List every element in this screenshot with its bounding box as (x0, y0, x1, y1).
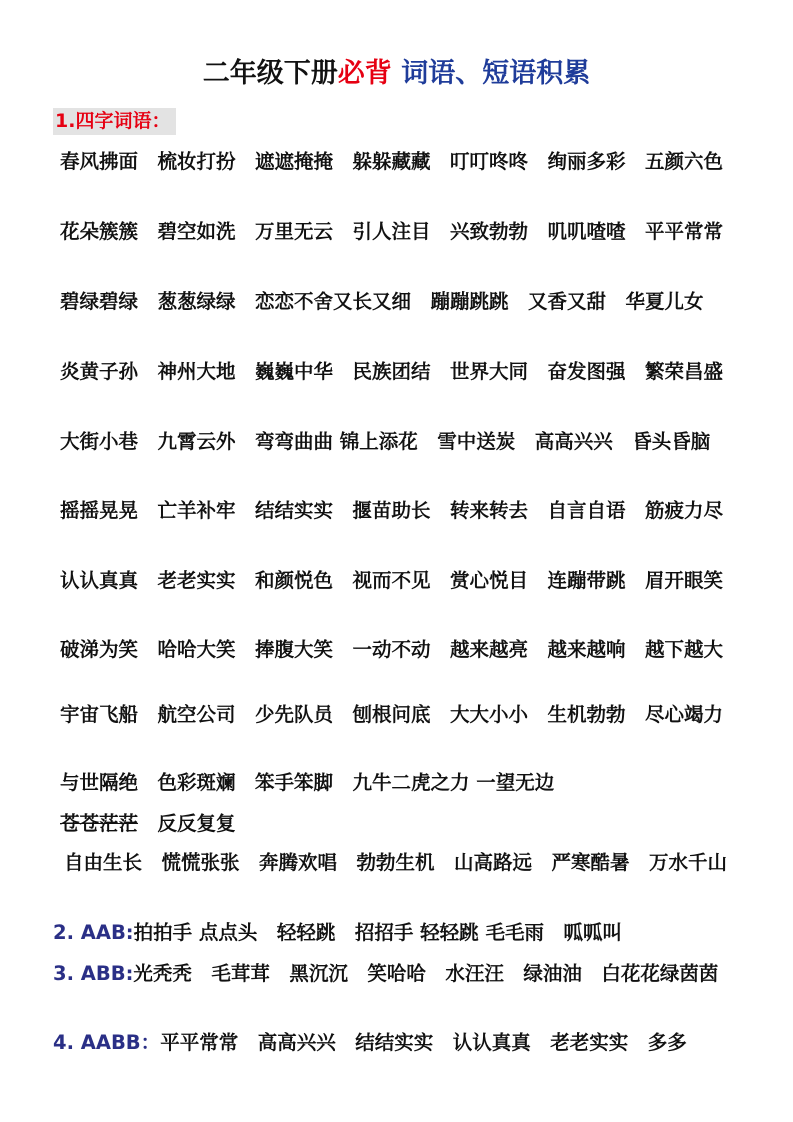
word-row-7: 认认真真 老老实实 和颜悦色 视而不见 赏心悦目 连蹦带跳 眉开眼笑 (60, 569, 724, 592)
section-4-label: 4. AABB： (53, 1031, 161, 1054)
title-words-phrases: 词语、短语积累 (391, 58, 591, 89)
word-after-struck: 反反复复 (138, 812, 236, 835)
word-row-2: 花朵簇簇 碧空如洗 万里无云 引人注目 兴致勃勃 叽叽喳喳 平平常常 (60, 220, 724, 243)
section-2-label: 2. AAB: (53, 921, 134, 944)
section-3-text: 光秃秃 毛茸茸 黑沉沉 笑哈哈 水汪汪 绿油油 白花花绿茵茵 (133, 962, 719, 985)
word-row-3: 碧绿碧绿 葱葱绿绿 恋恋不舍又长又细 蹦蹦跳跳 又香又甜 华夏儿女 (60, 290, 704, 313)
section-3-label: 3. ABB: (53, 962, 134, 985)
title-grade: 二年级下册 (202, 58, 338, 89)
word-row-4: 炎黄子孙 神州大地 巍巍中华 民族团结 世界大同 奋发图强 繁荣昌盛 (60, 360, 724, 383)
section-3-abb (53, 959, 743, 989)
word-row-5: 大街小巷 九霄云外 弯弯曲曲 锦上添花 雪中送炭 高高兴兴 昏头昏脑 (60, 430, 711, 453)
word-row-8: 破涕为笑 哈哈大笑 捧腹大笑 一动不动 越来越亮 越来越响 越下越大 (60, 638, 724, 661)
word-row-12: 自由生长 慌慌张张 奔腾欢唱 勃勃生机 山高路远 严寒酷暑 万水千山 (64, 851, 728, 874)
section-4-aabb (53, 1028, 743, 1058)
word-row-1: 春风拂面 梳妆打扮 遮遮掩掩 躲躲藏藏 叮叮咚咚 绚丽多彩 五颜六色 (60, 150, 724, 173)
section-1-heading: 1.四字词语： (53, 108, 176, 135)
word-row-9: 宇宙飞船 航空公司 少先队员 刨根问底 大大小小 生机勃勃 尽心竭力 (60, 703, 724, 726)
section-4-text: 平平常常 高高兴兴 结结实实 认认真真 老老实实 多多 (160, 1031, 687, 1054)
section-2-text: 拍拍手 点点头 轻轻跳 招招手 轻轻跳 毛毛雨 呱呱叫 (133, 921, 622, 944)
title-must-recite: 必背 (337, 58, 392, 89)
word-row-10: 与世隔绝 色彩斑斓 笨手笨脚 九牛二虎之力 一望无边 (60, 771, 555, 794)
page-title (0, 54, 793, 94)
word-row-6: 摇摇晃晃 亡羊补牢 结结实实 揠苗助长 转来转去 自言自语 筋疲力尽 (60, 499, 724, 522)
section-2-aab (53, 918, 743, 948)
word-row-11 (60, 810, 742, 838)
struck-word: 苍苍茫茫 (60, 812, 139, 835)
